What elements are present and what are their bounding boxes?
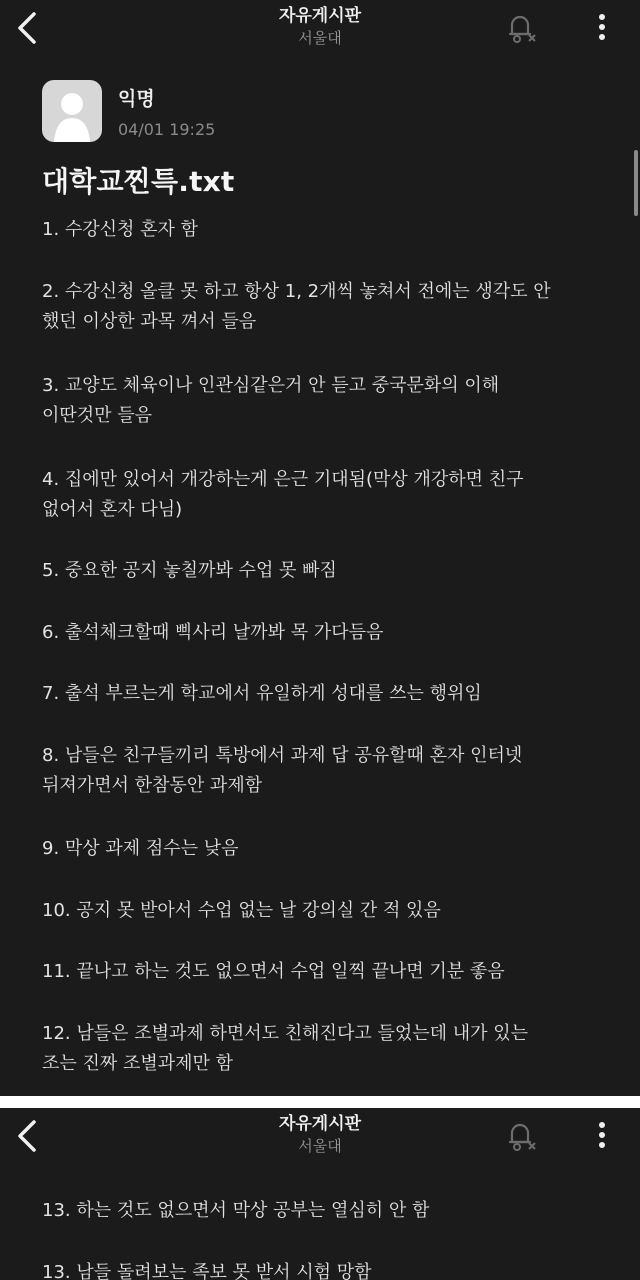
back-arrow-icon[interactable] xyxy=(12,1116,42,1156)
more-options-icon[interactable] xyxy=(592,10,612,46)
bell-off-icon[interactable] xyxy=(502,10,538,46)
top-bar xyxy=(0,1108,640,1164)
list-item: 1. 수강신청 혼자 함 xyxy=(42,219,199,240)
board-title-block xyxy=(170,1114,470,1156)
board-title: 자유게시판 xyxy=(278,6,362,26)
bell-off-icon[interactable] xyxy=(502,1118,538,1154)
list-item: 7. 출석 부르는게 학교에서 유일하게 성대를 쓰는 행위임 xyxy=(42,683,482,704)
board-title-block xyxy=(170,6,470,48)
list-item: 13. 하는 것도 없으면서 막상 공부는 열심히 안 함 xyxy=(42,1200,430,1221)
author-name: 익명 xyxy=(118,88,155,110)
post-screen-continued xyxy=(0,1108,640,1280)
list-item: 6. 출석체크할때 삑사리 날까봐 목 가다듬음 xyxy=(42,622,384,643)
list-item: 11. 끝나고 하는 것도 없으면서 수업 일찍 끝나면 기분 좋음 xyxy=(42,961,505,982)
list-item: 12. 남들은 조별과제 하면서도 친해진다고 들었는데 내가 있는 조는 진짜 조별과제만 함 xyxy=(42,1023,528,1074)
scrollbar[interactable] xyxy=(634,150,638,216)
board-subtitle: 서울대 xyxy=(298,29,342,47)
more-options-icon[interactable] xyxy=(592,1118,612,1154)
list-item: 2. 수강신청 올클 못 하고 항상 1, 2개씩 놓쳐서 전에는 생각도 안 했던 이상한 과목 껴서 들음 xyxy=(42,281,551,332)
post-title: 대학교찐특.txt xyxy=(42,165,235,198)
list-item: 4. 집에만 있어서 개강하는게 은근 기대됨(막상 개강하면 친구 없어서 혼자 다님) xyxy=(42,469,524,520)
list-item: 5. 중요한 공지 놓칠까봐 수업 못 빠짐 xyxy=(42,560,337,581)
avatar-icon xyxy=(42,80,102,142)
post-timestamp: 04/01 19:25 xyxy=(118,120,216,139)
list-item: 13. 남들 돌려보는 족보 못 받서 시험 망함 xyxy=(42,1262,372,1280)
list-item: 8. 남들은 친구들끼리 톡방에서 과제 답 공유할때 혼자 인터넷 뒤져가면서 한참동안 과제함 xyxy=(42,745,523,796)
board-subtitle: 서울대 xyxy=(298,1137,342,1155)
board-title: 자유게시판 xyxy=(278,1114,362,1134)
avatar xyxy=(42,80,102,142)
list-item: 9. 막상 과제 점수는 낮음 xyxy=(42,838,239,859)
list-item: 3. 교양도 체육이나 인관심같은거 안 듣고 중국문화의 이해 이딴것만 들음 xyxy=(42,375,500,426)
top-bar xyxy=(0,0,640,56)
list-item: 10. 공지 못 받아서 수업 없는 날 강의실 간 적 있음 xyxy=(42,900,441,921)
back-arrow-icon[interactable] xyxy=(12,8,42,48)
